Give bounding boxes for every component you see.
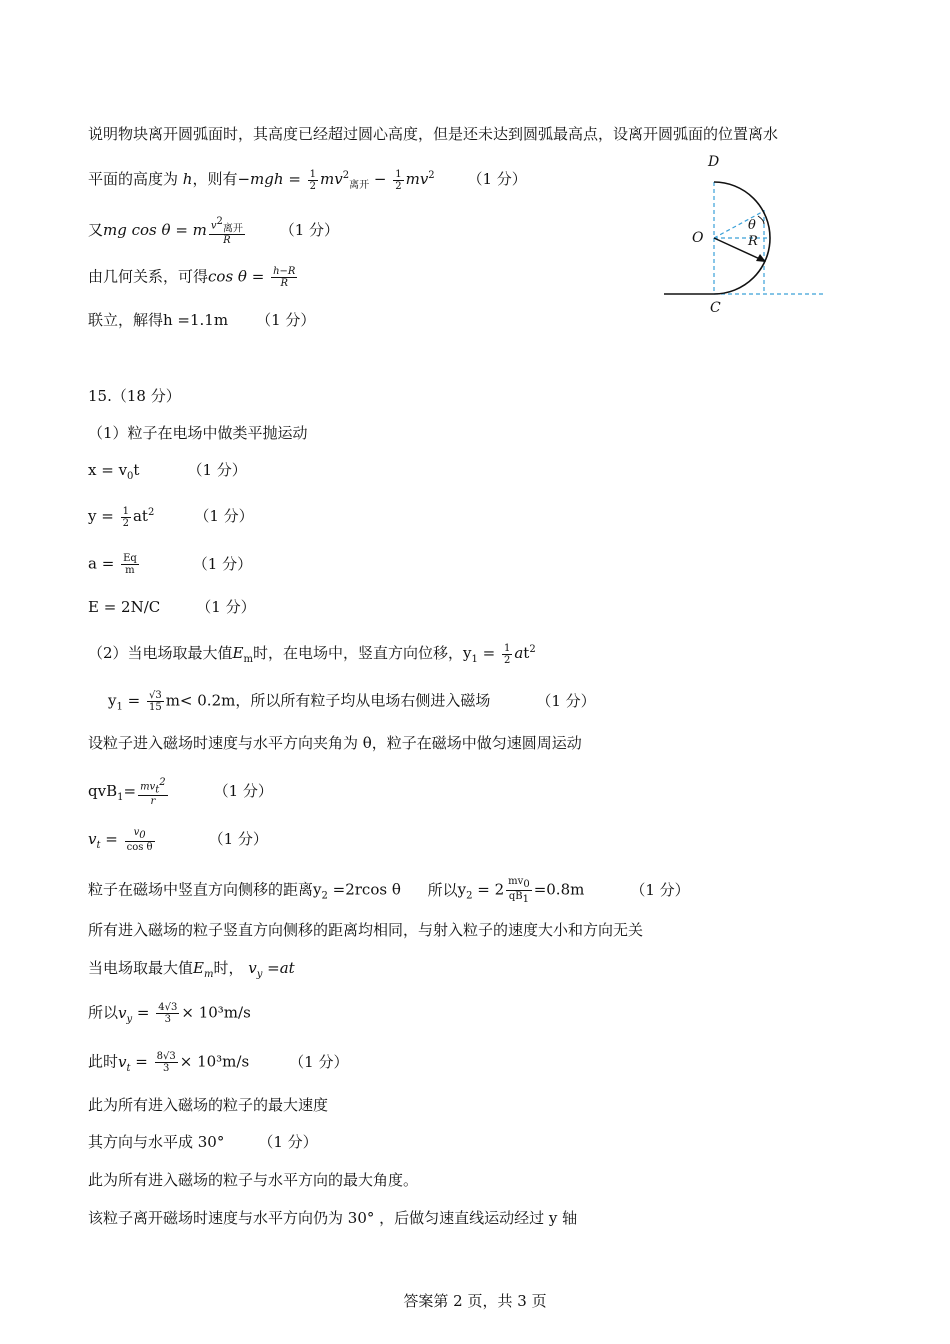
label-O: O bbox=[692, 230, 704, 246]
equation-vt-value: 此时$v_t$ = $\frac{8√3}{3}$ × 10³m/s （1 分） bbox=[88, 1051, 349, 1074]
equation-x: $x = v_0t$ （1 分） bbox=[88, 461, 247, 482]
paragraph-max-angle: 此为所有进入磁场的粒子与水平方向的最大角度。 bbox=[88, 1171, 419, 1189]
equation-y1: $y_1$ = $\frac{√3}{15}$ m< 0.2m，所以所有粒子均从电场右侧进入磁场 （1 分） bbox=[108, 690, 596, 713]
equation-y2: 粒子在磁场中竖直方向侧移的距离$y_2 =2rcos$ θ 所以$y_2 = 2$ $\frac{mv_0}{qB_1}$ =0.8m （1 分） bbox=[88, 876, 690, 905]
equation-vy-value: 所以$v_y$ = $\frac{4√3}{3}$ × 10³m/s bbox=[88, 1002, 251, 1025]
label-theta: θ bbox=[748, 218, 756, 233]
paragraph-direction: 其方向与水平成 30° （1 分） bbox=[88, 1133, 318, 1151]
equation-E: E = 2N/C （1 分） bbox=[88, 598, 256, 616]
paragraph-line: 说明物块离开圆弧面时，其高度已经超过圆心高度，但是还未达到圆弧最高点，设离开圆弧面的位置离水 bbox=[88, 125, 779, 143]
equation-y: y = $\frac{1}{2}$ $at^2$ （1 分） bbox=[88, 505, 254, 529]
question-title: 15.（18 分） bbox=[88, 387, 181, 405]
part1-heading: （1）粒子在电场中做类平抛运动 bbox=[88, 424, 308, 442]
paragraph-theta: 设粒子进入磁场时速度与水平方向夹角为 θ，粒子在磁场中做匀速圆周运动 bbox=[88, 734, 582, 752]
page-footer: 答案第 2 页，共 3 页 bbox=[403, 1292, 547, 1310]
equation-qvB: qvB$_1$= $\frac{mv_t^2}{r}$ （1 分） bbox=[88, 777, 273, 808]
equation-centripetal: 又mg cos θ = m $\frac{v^2_{离开}}{R}$ （1 分） bbox=[88, 216, 340, 247]
label-R: R bbox=[748, 234, 758, 249]
score-label: （1 分） bbox=[467, 170, 527, 188]
paragraph-max-speed: 此为所有进入磁场的粒子的最大速度 bbox=[88, 1096, 329, 1114]
equation-geometry: 由几何关系，可得cos θ = $\frac{h-R}{R}$ bbox=[88, 266, 296, 289]
paragraph-same: 所有进入磁场的粒子竖直方向侧移的距离均相同，与射入粒子的速度大小和方向无关 bbox=[88, 921, 644, 939]
part2-heading: （2）当电场取最大值$E_m$时，在电场中，竖直方向位移，$y_1$ = $\frac{1}{2}$ $at^2$ bbox=[88, 642, 536, 666]
score-label: （1 分） bbox=[279, 221, 340, 240]
paragraph-last: 该粒子离开磁场时速度与水平方向仍为 30° ，后做匀速直线运动经过 y 轴 bbox=[88, 1209, 578, 1227]
result-line: 联立，解得h =1.1m （1 分） bbox=[88, 311, 316, 329]
arc-diagram bbox=[660, 150, 830, 324]
label-C: C bbox=[710, 300, 721, 316]
equation-vt: $v_t$ = $\frac{v_0}{\text{cos θ}}$ （1 分） bbox=[88, 827, 268, 853]
equation-energy: 平面的高度为 h，则有−mgh = $\frac{1}{2}$ $mv^2_{离开}$ − $\frac{1}{2}$ $mv^2$ （1 分） bbox=[88, 168, 527, 192]
label-D: D bbox=[708, 154, 720, 170]
equation-vy-at: 当电场取最大值$E_m$时， $v_y =at$ bbox=[88, 959, 295, 980]
equation-a: a = $\frac{Eq}{m}$ （1 分） bbox=[88, 553, 253, 576]
